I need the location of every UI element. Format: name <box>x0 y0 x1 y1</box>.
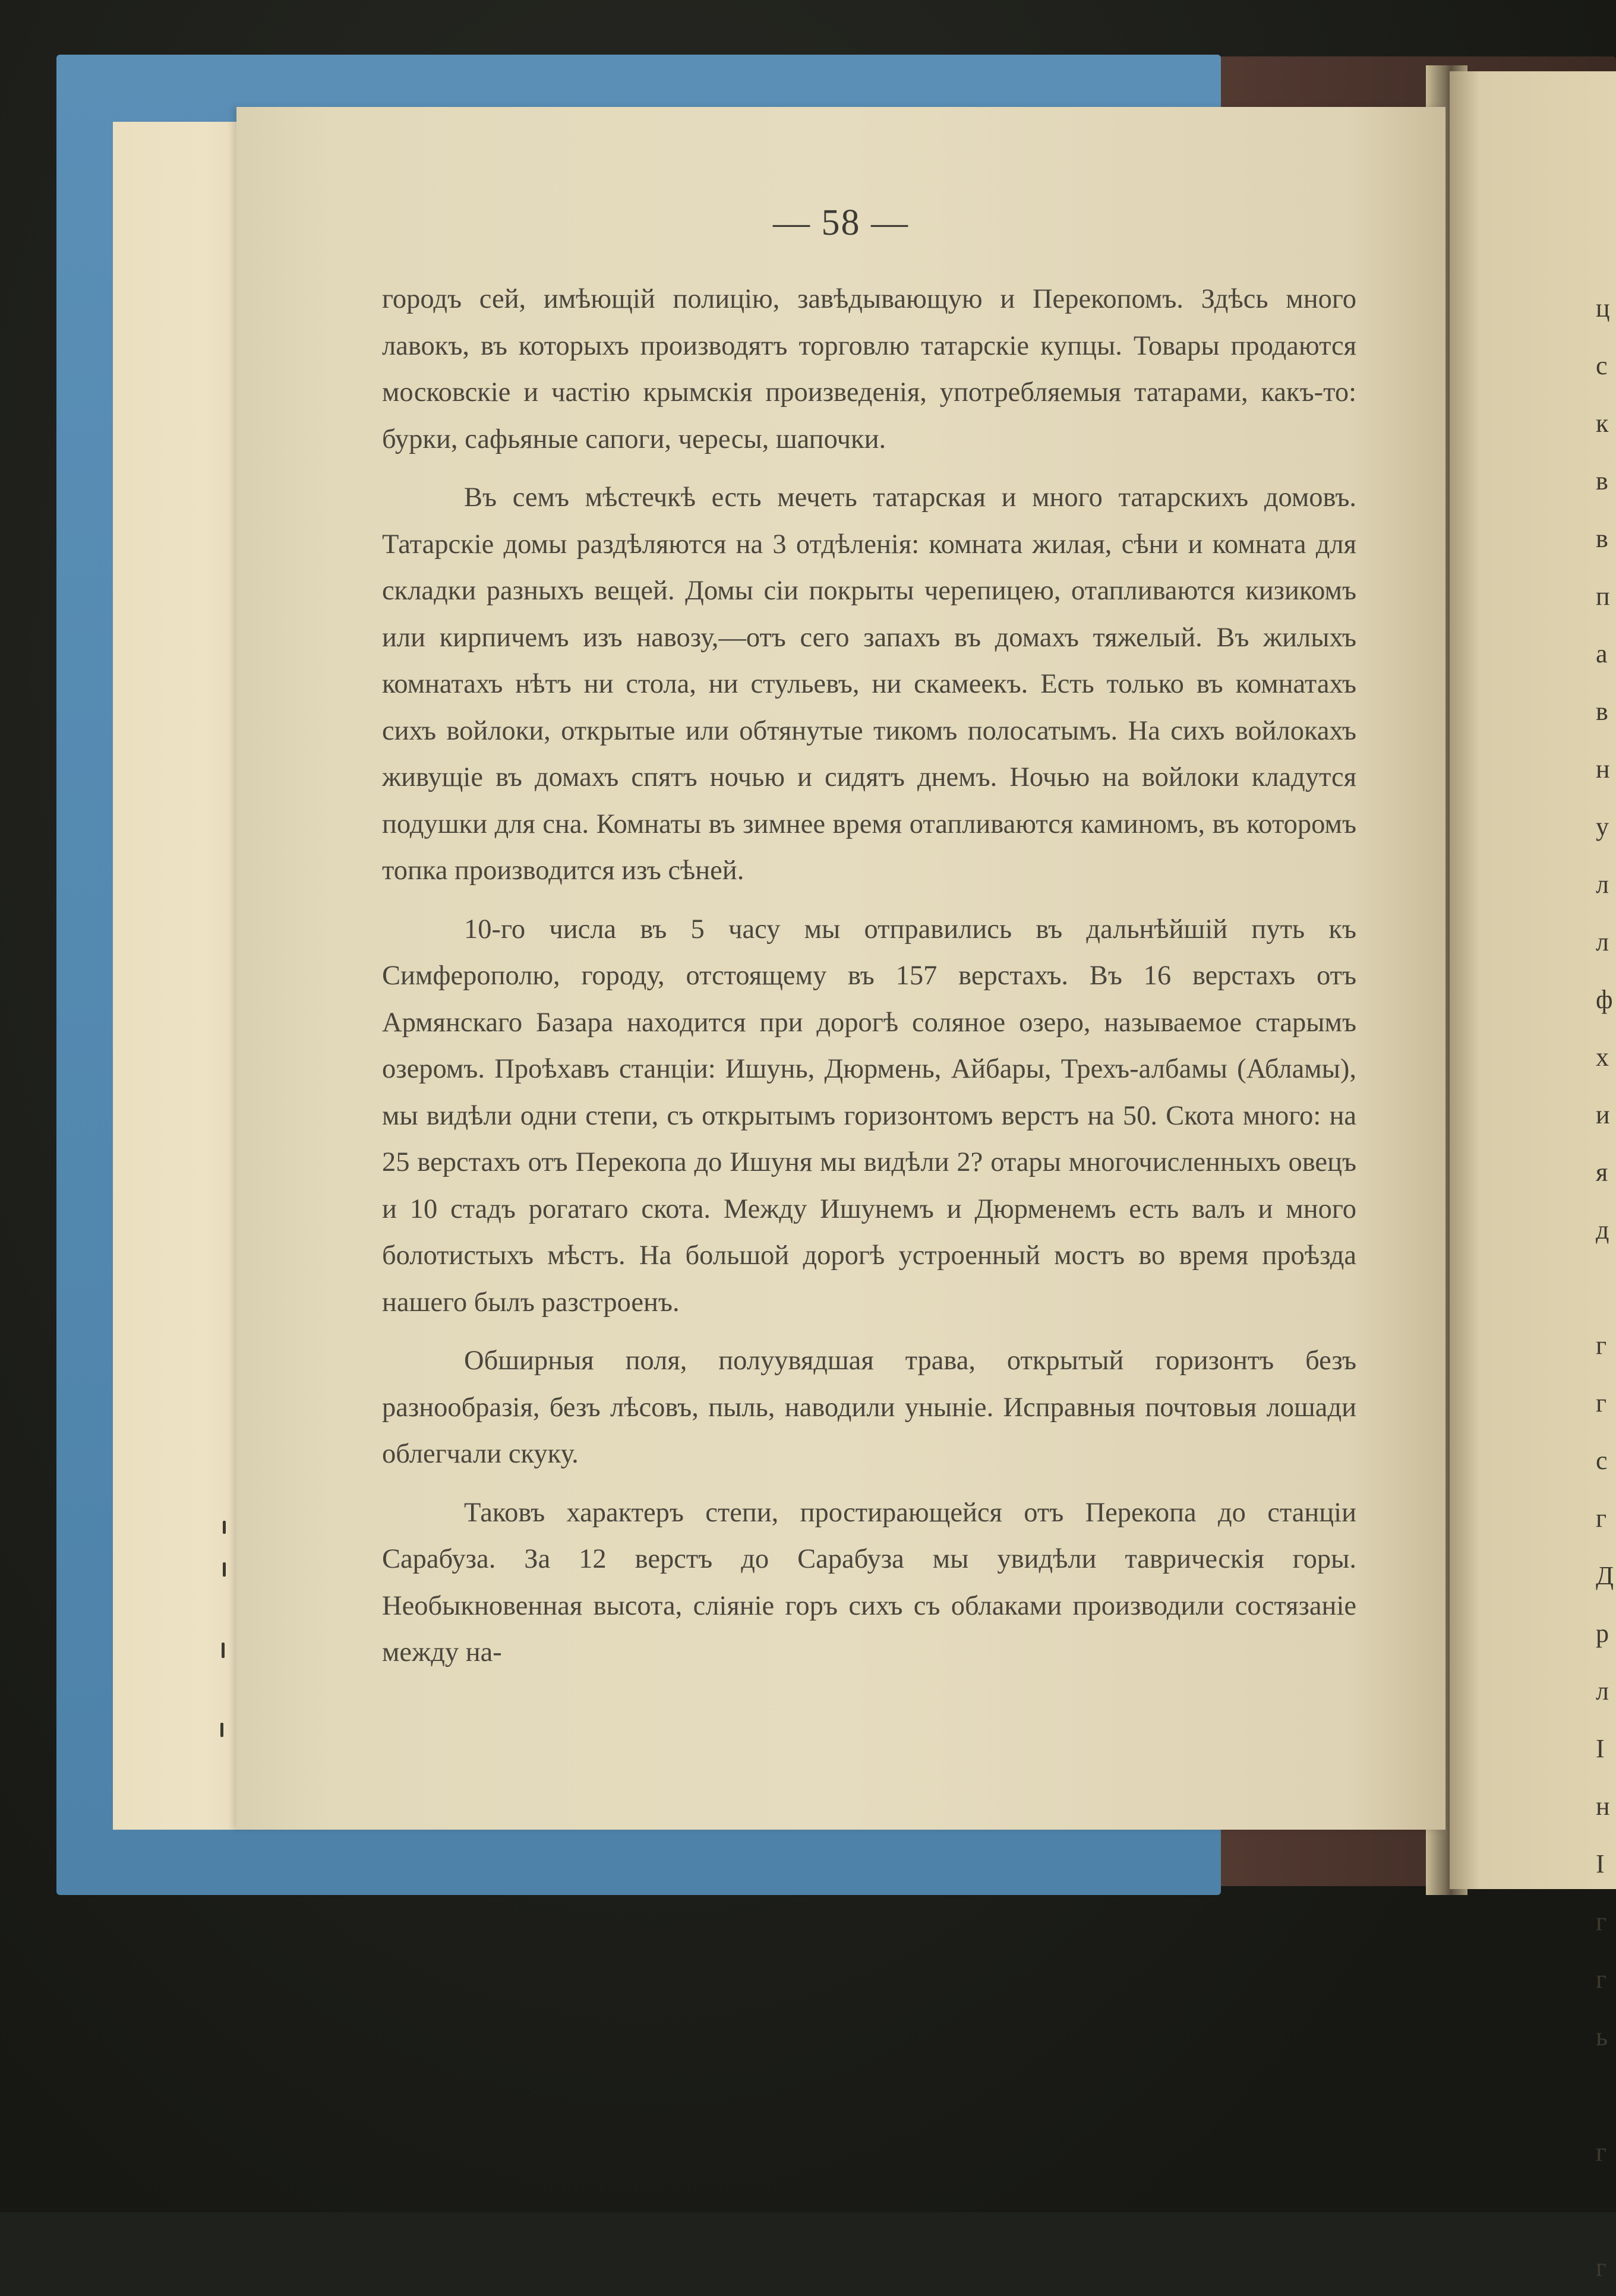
facing-page-letter: и <box>1596 1100 1610 1129</box>
facing-page-letter: г <box>1596 2253 1607 2282</box>
facing-page-letter: с <box>1596 351 1608 380</box>
book-page <box>236 107 1445 1830</box>
page-body <box>382 276 1356 1676</box>
facing-page-letter: к <box>1596 409 1609 438</box>
facing-page-letter: л <box>1596 1676 1609 1706</box>
facing-page-letter: г <box>1596 1965 1607 1994</box>
facing-page-letter <box>1596 1259 1614 1316</box>
facing-page-letter: х <box>1596 1043 1609 1072</box>
facing-page-letter: н <box>1596 1792 1610 1821</box>
paragraph-1: городъ сей, имѣющій полицію, завѣдывающую и Перекопомъ. Здѣсь много лавокъ, въ которыхъ производятъ торговлю татарскіе купцы. Товары продаются московскіе и частію крымскія произведенія, употребляемыя татарами, какъ-то: бурки, сафьяные сапоги, чересы, шапочки. <box>382 284 1356 454</box>
facing-page-letter: г <box>1596 2137 1607 2166</box>
facing-page-letter: с <box>1596 1446 1608 1475</box>
facing-page-letters <box>1596 279 1614 2296</box>
facing-page-letter <box>1596 2181 1614 2238</box>
facing-page-letter: ь <box>1596 2022 1608 2051</box>
facing-page-letter: а <box>1596 639 1608 668</box>
facing-page-letter: в <box>1596 524 1608 553</box>
facing-page-letter: Д <box>1596 1561 1614 1590</box>
facing-page-letter: д <box>1596 1215 1609 1245</box>
paragraph-5: Таковъ характеръ степи, простирающейся отъ Перекопа до станціи Сарабуза. За 12 верстъ до Сарабуза мы увидѣли таврическія горы. Необыкновенная высота, сліяніе горъ сихъ съ облаками производили состязаніе между на- <box>382 1497 1356 1667</box>
facing-page-letter: ц <box>1596 293 1610 323</box>
facing-page-letter: р <box>1596 1619 1609 1648</box>
facing-page-letter: я <box>1596 1158 1608 1187</box>
paragraph-2: Въ семъ мѣстечкѣ есть мечеть татарская и много татарскихъ домовъ. Татарскіе домы раздѣляются на 3 отдѣленія: комната жилая, сѣни и комната для складки разныхъ вещей. Домы сіи покрыты черепицею, отапливаются кизикомъ или кирпичемъ изъ навозу,—отъ сего запахъ въ домахъ тяжелый. Въ жилыхъ комнатахъ нѣтъ ни стола, ни стульевъ, ни скамеекъ. Есть только въ комнатахъ сихъ войлоки, открытые или обтянутые тикомъ полосатымъ. На сихъ войлокахъ живущіе въ домахъ спятъ ночью и сидятъ днемъ. Ночью на войлоки кладутся подушки для сна. Комнаты въ зимнее время отапливаются каминомъ, въ которомъ топка производится изъ сѣней. <box>382 482 1356 886</box>
facing-page-letter: г <box>1596 1388 1607 1417</box>
paragraph-3: 10-го числа въ 5 часу мы отправились въ дальнѣйшій путь къ Симферополю, городу, отстоящему въ 157 верстахъ. Въ 16 верстахъ отъ Армянскаго Базара находится при дорогѣ соляное озеро, называемое старымъ озеромъ. Проѣхавъ станціи: Ишунь, Дюрмень, Айбары, Трехъ-албамы (Абламы), мы видѣли одни степи, съ открытымъ горизонтомъ верстъ на 50. Скота много: на 25 верстахъ отъ Перекопа до Ишуня мы видѣли 2? отары многочисленныхъ овецъ и 10 стадъ рогатаго скота. Между Ишунемъ и Дюрменемъ есть валъ и много болотистыхъ мѣстъ. На большой дорогѣ устроенный мостъ во время проѣзда нашего былъ разстроенъ. <box>382 914 1356 1318</box>
facing-page-letter: л <box>1596 927 1609 956</box>
facing-page-letter: н <box>1596 754 1610 784</box>
facing-page-letter: г <box>1596 1331 1607 1360</box>
page-number: — 58 — <box>773 203 909 243</box>
facing-page <box>1450 71 1616 2282</box>
facing-page-letter: у <box>1596 812 1609 841</box>
paragraph-4: Обширныя поля, полуувядшая трава, открытый горизонтъ безъ разнообразія, безъ лѣсовъ, пыль, наводили уныніе. Исправныя почтовыя лошади облегчали скуку. <box>382 1346 1356 1469</box>
facing-page-letter: I <box>1596 1849 1605 1878</box>
facing-page-letter: I <box>1596 1734 1605 1763</box>
facing-page-letter: п <box>1596 582 1610 611</box>
facing-page-letter: в <box>1596 697 1608 726</box>
facing-page-letter: в <box>1596 466 1608 495</box>
facing-page-letter: г <box>1596 1504 1607 1533</box>
facing-page-letter: л <box>1596 870 1609 899</box>
facing-page-letter: г <box>1596 1907 1607 1936</box>
facing-page-letter <box>1596 2066 1614 2123</box>
facing-page-letter: ф <box>1596 985 1613 1014</box>
margin-specks <box>217 1521 235 1877</box>
